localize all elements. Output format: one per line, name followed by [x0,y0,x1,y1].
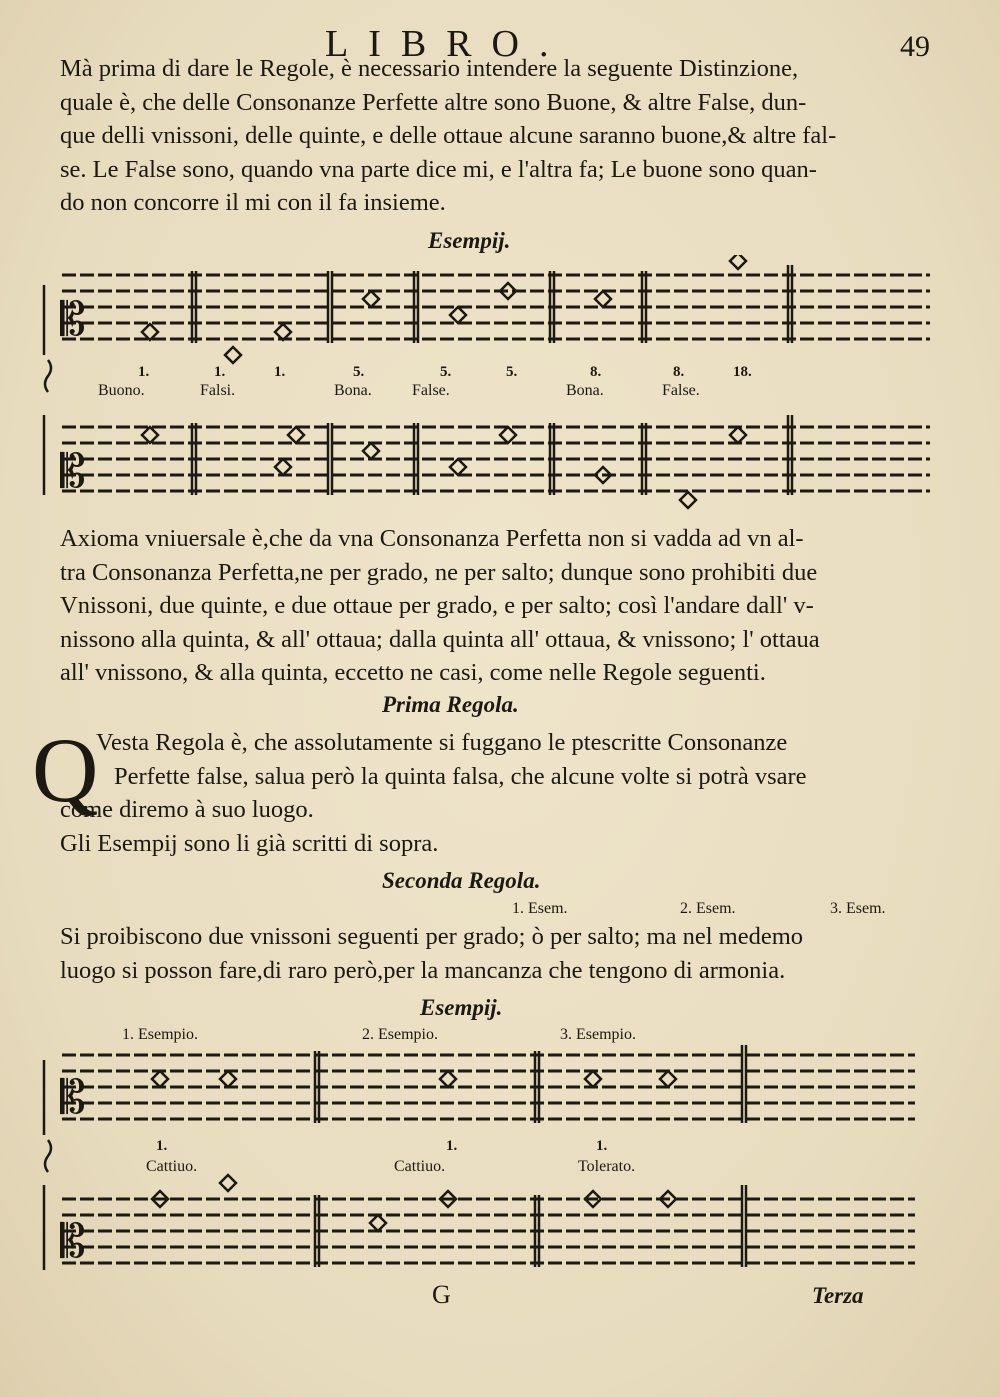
example-header: 3. Esempio. [560,1026,636,1043]
svg-text:𝄡: 𝄡 [60,444,86,498]
text-line: Vnissoni, due quinte, e due ottaue per grado, e per salto; così l'andare dall' v- [60,592,814,620]
text-line: Mà prima di dare le Regole, è necessario intendere la seguente Distinzione, [60,55,799,82]
drop-cap: Q [32,719,99,821]
example-header: 2. Esem. [680,900,736,917]
example-header: 2. Esempio. [362,1026,438,1043]
example-header: 1. Esempio. [122,1026,198,1043]
interval-number: 8. [673,364,685,380]
interval-number: 5. [440,364,452,380]
interval-number: 1. [156,1138,168,1154]
example-label: Cattiuo. [394,1158,446,1175]
example-label: False. [412,382,450,399]
interval-number: 1. [138,364,150,380]
text-line: que delli vnissoni, delle quinte, e delle ottaue alcune saranno buone,& altre fal- [60,122,837,150]
interval-number: 18. [733,364,752,380]
rule2-text [60,920,920,987]
svg-text:𝄡: 𝄡 [60,1070,86,1124]
example-label: Falsi. [200,382,236,399]
interval-number: 5. [506,364,518,380]
music-example-1 [30,255,930,515]
page-number: 49 [900,30,930,63]
text-line: Perfette false, salua però la quinta falsa, che alcune volte si potrà vsare [114,762,807,790]
example-header: 3. Esem. [830,900,886,917]
example-label: False. [662,382,700,399]
rule2-title: Seconda Regola. [382,868,541,893]
text-line: Vesta Regola è, che assolutamente si fuggano le ptescritte Consonanze [96,729,788,756]
paragraph-axioma [60,522,920,690]
paragraph-distinzione [60,52,920,220]
example-label: Bona. [334,382,372,399]
interval-number: 1. [446,1138,458,1154]
catchword: Terza [812,1283,864,1308]
rule1-title: Prima Regola. [382,692,519,717]
svg-text:𝄡: 𝄡 [60,292,86,346]
example2-caption: Esempij. [420,995,503,1020]
example-label: Bona. [566,382,604,399]
svg-text:𝄡: 𝄡 [60,1214,86,1268]
rule1-text-indented [96,726,916,793]
text-line: Gli Esempij sono li già scritti di sopra. [60,829,439,857]
interval-number: 1. [274,364,286,380]
interval-number: 5. [353,364,365,380]
text-line: nissono alla quinta, & all' ottaua; dalla quinta all' ottaua, & vnissono; l' ottaua [60,625,820,653]
text-line: se. Le False sono, quando vna parte dice mi, e l'altra fa; Le buone sono quan- [60,155,817,183]
rule1-text [60,793,920,860]
example1-caption: Esempij. [428,228,511,253]
signature-mark: G [432,1280,451,1309]
text-line: Axioma vniuersale è,che da vna Consonanza Perfetta non si vadda ad vn al- [60,525,804,552]
example-header: 1. Esem. [512,900,568,917]
interval-number: 8. [590,364,602,380]
text-line: quale è, che delle Consonanze Perfette altre sono Buone, & altre False, dun- [60,88,807,116]
text-line: luogo si posson fare,di raro però,per la mancanza che tengono di armonia. [60,956,786,984]
interval-number: 1. [596,1138,608,1154]
text-line: tra Consonanza Perfetta,ne per grado, ne per salto; dunque sono prohibiti due [60,558,818,586]
example-label: Cattiuo. [146,1158,198,1175]
interval-number: 1. [214,364,226,380]
example-label: Tolerato. [578,1158,636,1175]
running-header: LIBRO. [325,23,569,65]
text-line: all' vnissono, & alla quinta, eccetto ne casi, come nelle Regole seguenti. [60,659,766,687]
example-label: Buono. [98,382,145,399]
text-line: do non concorre il mi con il fa insieme. [60,189,446,217]
text-line: come diremo à suo luogo. [60,796,314,823]
text-line: Si proibiscono due vnissoni seguenti per grado; ò per salto; ma nel medemo [60,923,804,950]
